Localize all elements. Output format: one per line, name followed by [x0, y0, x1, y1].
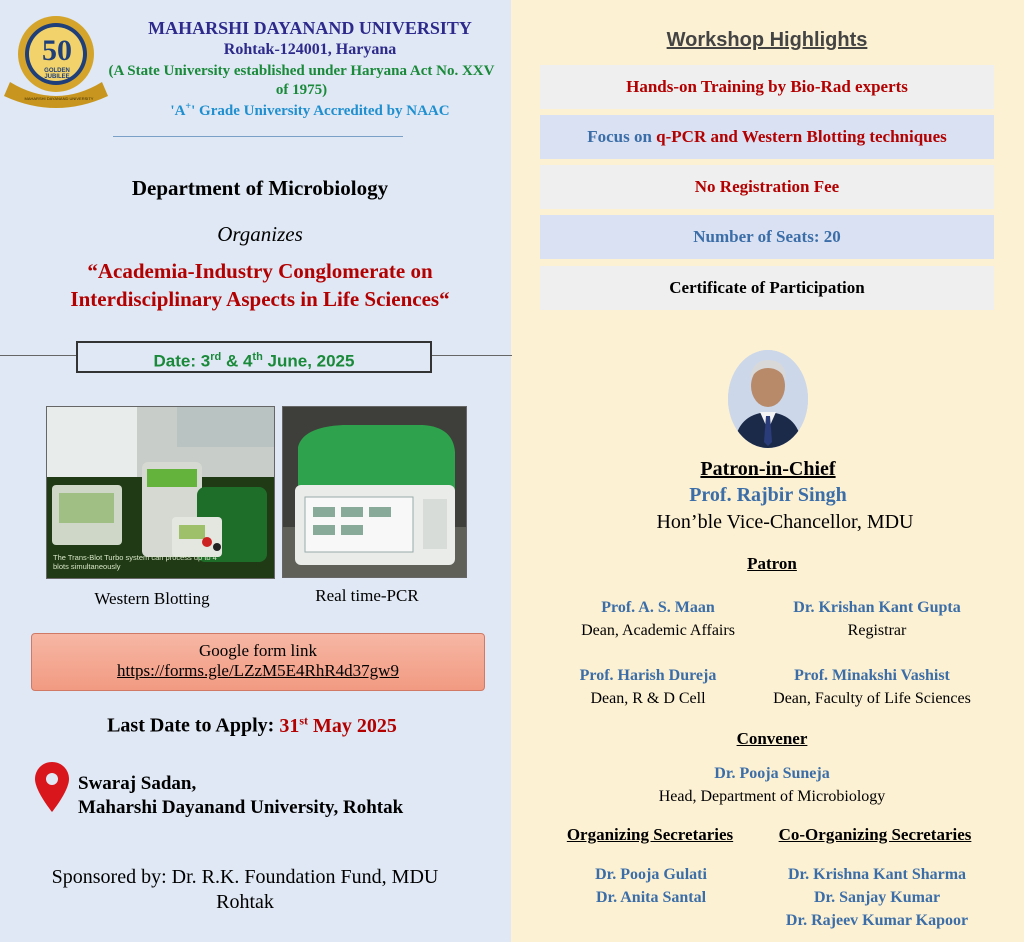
- date-box: Date: 3rd & 4th June, 2025: [76, 341, 432, 373]
- patron-person: Dr. Krishan Kant Gupta Registrar: [793, 599, 961, 639]
- convener-person: Dr. Pooja Suneja Head, Department of Microbiology: [658, 765, 886, 805]
- western-blotting-image: [46, 406, 275, 579]
- header-divider: [113, 136, 403, 137]
- highlight-item: Number of Seats: 20: [540, 215, 994, 259]
- co-organizing-heading: Co-Organizing Secretaries: [778, 825, 972, 844]
- location-pin-icon: [35, 762, 69, 812]
- university-established: (A State University established under Haryana Act No. XXV of 1975): [108, 63, 495, 98]
- patron-in-chief-name: Prof. Rajbir Singh: [689, 484, 847, 506]
- real-time-pcr-caption: Real time-PCR: [315, 586, 419, 605]
- sponsor-line-2: Rohtak: [216, 891, 274, 913]
- venue-line-1: Swaraj Sadan,: [78, 773, 197, 794]
- convener-heading: Convener: [736, 729, 808, 748]
- patron-heading: Patron: [747, 554, 797, 573]
- logo-small-text: MAHARSHI DAYANAND UNIVERSITY: [24, 96, 94, 101]
- highlight-item: Hands-on Training by Bio-Rad experts: [540, 65, 994, 109]
- patron-in-chief-role: Hon’ble Vice-Chancellor, MDU: [656, 511, 914, 533]
- organizing-heading: Organizing Secretaries: [566, 825, 734, 844]
- golden-jubilee-logo: [4, 12, 116, 112]
- highlight-item: No Registration Fee: [540, 165, 994, 209]
- venue-line-2: Maharshi Dayanand University, Rohtak: [78, 797, 404, 818]
- sponsor-line-1: Sponsored by: Dr. R.K. Foundation Fund, MDU: [51, 866, 439, 888]
- event-title: “Academia-Industry Conglomerate on Interdisciplinary Aspects in Life Sciences“: [70, 259, 450, 311]
- naac-accreditation: 'A+' Grade University Accredited by NAAC: [170, 101, 450, 119]
- university-location: Rohtak-124001, Haryana: [223, 41, 397, 58]
- organizes-label: Organizes: [217, 222, 303, 246]
- organizing-secretaries: Dr. Pooja Gulati Dr. Anita Santal: [595, 866, 707, 906]
- last-date: Last Date to Apply: 31st May 2025: [107, 713, 397, 737]
- real-time-pcr-image: [282, 406, 467, 578]
- highlights-title: Workshop Highlights: [666, 29, 868, 51]
- co-organizing-secretaries: Dr. Krishna Kant Sharma Dr. Sanjay Kumar Dr. Rajeev Kumar Kapoor: [785, 866, 969, 929]
- patron-person: Prof. Minakshi Vashist Dean, Faculty of Life Sciences: [773, 667, 971, 707]
- google-form-link[interactable]: https://forms.gle/LZzM5E4RhR4d37gw9: [117, 661, 399, 680]
- google-form-box: [31, 633, 485, 691]
- google-form-label: Google form link: [198, 641, 318, 660]
- western-blotting-caption: Western Blotting: [94, 589, 210, 608]
- department-name: Department of Microbiology: [131, 176, 389, 200]
- patron-person: Prof. A. S. Maan Dean, Academic Affairs: [581, 599, 735, 639]
- patron-person: Prof. Harish Dureja Dean, R & D Cell: [579, 667, 717, 707]
- highlight-item: Certificate of Participation: [540, 266, 994, 310]
- logo-number: 50: [42, 34, 72, 67]
- patron-in-chief-heading: Patron-in-Chief: [700, 458, 836, 480]
- patron-in-chief-photo: [728, 350, 808, 448]
- western-blotting-overlay-text: The Trans-Blot Turbo system can process up to 4 blots simultaneously: [53, 553, 217, 571]
- highlight-item: Focus on q-PCR and Western Blotting techniques: [540, 115, 994, 159]
- logo-text: GOLDEN JUBILEE: [44, 68, 70, 80]
- university-name: MAHARSHI DAYANAND UNIVERSITY: [148, 18, 472, 38]
